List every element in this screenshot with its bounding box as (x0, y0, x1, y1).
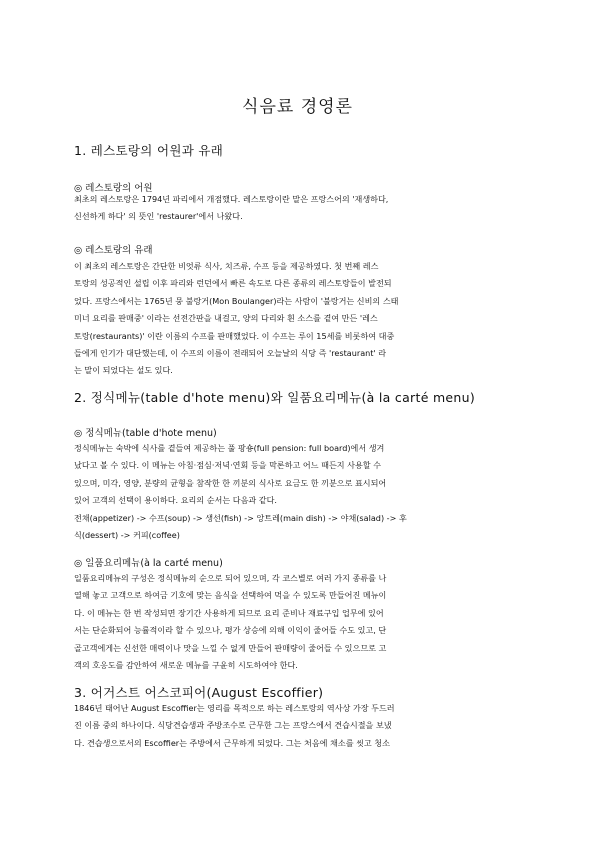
section-heading-3: 3. 어거스트 어스코피어(August Escoffier) (74, 685, 324, 700)
text-line: 는 말이 되었다는 설도 있다. (74, 365, 173, 376)
subsection-heading-a-la-carte: ◎ 일품요리메뉴(à la carté menu) (74, 558, 223, 569)
text-line: 골고객에게는 신선한 매력이나 맛을 느낄 수 없게 만들어 판매량이 줄어들 수 있으므로 고 (74, 642, 387, 653)
section-heading-1: 1. 레스토랑의 어원과 유래 (74, 143, 224, 158)
text-line: 다. 이 메뉴는 한 번 작성되면 장기간 사용하게 되므로 요리 준비나 재료구입 업무에 있어 (74, 607, 384, 618)
subsection-heading-table-dhote: ◎ 정식메뉴(table d'hote menu) (74, 428, 217, 439)
text-line: 들에게 인기가 대단했는데, 이 수프의 이름이 전래되어 오늘날의 식당 즉 'restaurant' 라 (74, 348, 387, 359)
text-line: 있으며, 미각, 영양, 분량의 균형을 참작한 한 끼분의 식사로 요금도 한 끼분으로 표시되어 (74, 477, 387, 488)
text-line: 미너 요리를 판매중' 이라는 선전간판을 내걸고, 양의 다리와 흰 소스를 곁여 만든 '레스 (74, 313, 378, 324)
text-line: 이 최초의 레스토랑은 간단한 비엇류 식사, 치즈류, 수프 등을 제공하였다. 첫 번째 레스 (74, 261, 379, 271)
text-line: 진 이름 중의 하나이다. 식당견습생과 주방조수로 근무한 그는 프랑스에서 견습시절을 보냈 (74, 720, 392, 731)
paragraph-escoffier (74, 700, 524, 752)
text-line: 다. 견습생으로서의 Escoffier는 주방에서 근무하게 되었다. 그는 처음에 채소를 씻고 청소 (74, 737, 390, 748)
document-title: 식음료 경영론 (242, 97, 353, 117)
text-line: 일품요리메뉴의 구성은 정식메뉴의 순으로 되어 있으며, 각 코스별로 여러 가지 종류를 나 (74, 573, 387, 583)
text-line: 신선하게 하다' 의 뜻인 'restaurer'에서 나왔다. (74, 211, 243, 222)
text-line: 정식메뉴는 숙박에 식사를 곁들여 제공하는 풀 팡숑(full pension: full board)에서 생겨 (74, 443, 385, 453)
text-line: 었다. 프랑스에서는 1765년 뭉 불랑거(Mon Boulanger)라는 사람이 '불랑거는 신비의 스태 (74, 295, 399, 306)
text-line: 전채(appetizer) -> 수프(soup) -> 생선(fish) -> 앙트레(main dish) -> 야채(salad) -> 후 (74, 512, 407, 523)
paragraph-origin (74, 258, 524, 380)
text-line: 열해 놓고 고객으로 하여금 기호에 맞는 음식을 선택하여 먹을 수 있도록 만들어진 메뉴이 (74, 590, 387, 601)
text-line: 1846년 태어난 August Escoffier는 영리를 목적으로 하는 레스토랑의 역사상 가장 두드러 (74, 703, 395, 713)
text-line: 식(dessert) -> 커피(coffee) (74, 530, 180, 541)
text-line: 났다고 볼 수 있다. 이 메뉴는 아침·점심·저녁·연회 등을 막론하고 어느 때든지 사용할 수 (74, 460, 381, 471)
paragraph-etymology (74, 191, 524, 226)
subsection-heading-origin: ◎ 레스토랑의 유래 (74, 245, 153, 256)
text-line: 있어 고객의 선택이 용이하다. 요리의 순서는 다음과 같다. (74, 495, 277, 506)
text-line: 토랑의 성공적인 설립 이후 파리와 런던에서 빠른 속도로 다른 종류의 레스토랑들이 발전되 (74, 278, 392, 289)
text-line: 객의 호응도를 감안하여 새로운 메뉴를 구윤히 시도하여야 한다. (74, 660, 298, 671)
paragraph-a-la-carte (74, 570, 524, 674)
text-line: 토랑(restaurants)' 이란 이름의 수프를 판매했었다. 이 수프는 루이 15세를 비롯하여 대중 (74, 330, 395, 341)
text-line: 최초의 레스토랑은 1794년 파리에서 개점했다. 레스토랑이란 말은 프랑스어의 '재생하다, (74, 194, 389, 204)
subsection-heading-etymology: ◎ 레스토랑의 어원 (74, 183, 153, 194)
paragraph-table-dhote (74, 440, 524, 544)
text-line: 서는 단순화되어 능률적이라 할 수 있으나, 평가 상승에 의해 이익이 줄어들 수도 있고, 단 (74, 625, 387, 636)
section-heading-2: 2. 정식메뉴(table d'hote menu)와 일품요리메뉴(à la carté menu) (74, 390, 476, 405)
